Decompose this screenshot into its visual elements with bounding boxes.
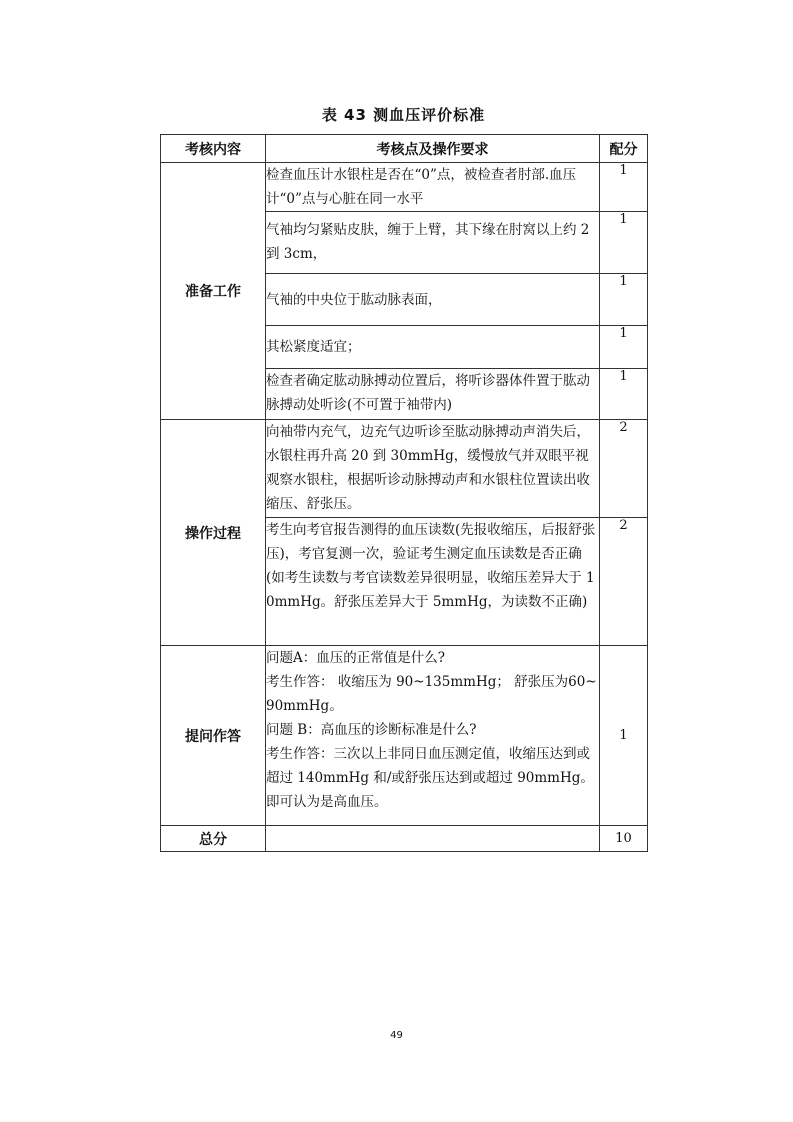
category-qa: 提问作答 bbox=[161, 646, 266, 826]
score-value: 1 bbox=[600, 646, 648, 826]
score-value: 1 bbox=[600, 163, 648, 212]
answer-a: 考生作答： 收缩压为 90~135mmHg； 舒张压为60~90mmHg。 bbox=[266, 674, 597, 714]
total-label: 总分 bbox=[161, 826, 266, 852]
table-row bbox=[161, 420, 648, 518]
table-row bbox=[161, 646, 648, 826]
evaluation-table bbox=[160, 134, 648, 852]
header-row bbox=[161, 135, 648, 163]
total-empty-cell bbox=[266, 826, 600, 852]
category-operation: 操作过程 bbox=[161, 420, 266, 646]
score-value: 2 bbox=[600, 518, 648, 646]
header-category: 考核内容 bbox=[161, 135, 266, 163]
question-a: 问题A：血压的正常值是什么? bbox=[266, 650, 445, 666]
score-value: 1 bbox=[600, 369, 648, 420]
requirement-text: 考生向考官报告测得的血压读数(先报收缩压，后报舒张压)，考官复测一次，验证考生测定血压读数是否正确 (如考生读数与考官读数差异很明显，收缩压差异大于 10mmHg。舒张压差异大于 5mmHg，为读数不正确) bbox=[266, 518, 600, 646]
table-row bbox=[161, 163, 648, 212]
question-b: 问题 B：高血压的诊断标准是什么? bbox=[266, 722, 477, 738]
table-title: 表 43 测血压评价标准 bbox=[321, 106, 486, 124]
requirement-text: 气袖的中央位于肱动脉表面， bbox=[266, 274, 600, 326]
header-score: 配分 bbox=[600, 135, 648, 163]
page-number: 49 bbox=[390, 1030, 403, 1041]
score-value: 2 bbox=[600, 420, 648, 518]
header-requirements: 考核点及操作要求 bbox=[266, 135, 600, 163]
score-value: 1 bbox=[600, 326, 648, 369]
total-score: 10 bbox=[600, 826, 648, 852]
total-row bbox=[161, 826, 648, 852]
requirement-text: 气袖均匀紧贴皮肤，缠于上臂，其下缘在肘窝以上约 2 到 3cm， bbox=[266, 212, 600, 274]
category-preparation: 准备工作 bbox=[161, 163, 266, 420]
requirement-text: 其松紧度适宜； bbox=[266, 326, 600, 369]
score-value: 1 bbox=[600, 274, 648, 326]
qa-content bbox=[266, 646, 600, 826]
requirement-text: 检查者确定肱动脉搏动位置后，将听诊器体件置于肱动脉搏动处听诊(不可置于袖带内) bbox=[266, 369, 600, 420]
answer-b: 考生作答：三次以上非同日血压测定值，收缩压达到或超过 140mmHg 和/或舒张压达到或超过 90mmHg。即可认为是高血压。 bbox=[266, 746, 594, 810]
requirement-text: 检查血压计水银柱是否在“0”点，被检查者肘部.血压计“0”点与心脏在同一水平 bbox=[266, 163, 600, 212]
requirement-text: 向袖带内充气，边充气边听诊至肱动脉搏动声消失后，水银柱再升高 20 到 30mmHg，缓慢放气并双眼平视观察水银柱，根据听诊动脉搏动声和水银柱位置读出收缩压、舒张压。 bbox=[266, 420, 600, 518]
score-value: 1 bbox=[600, 212, 648, 274]
